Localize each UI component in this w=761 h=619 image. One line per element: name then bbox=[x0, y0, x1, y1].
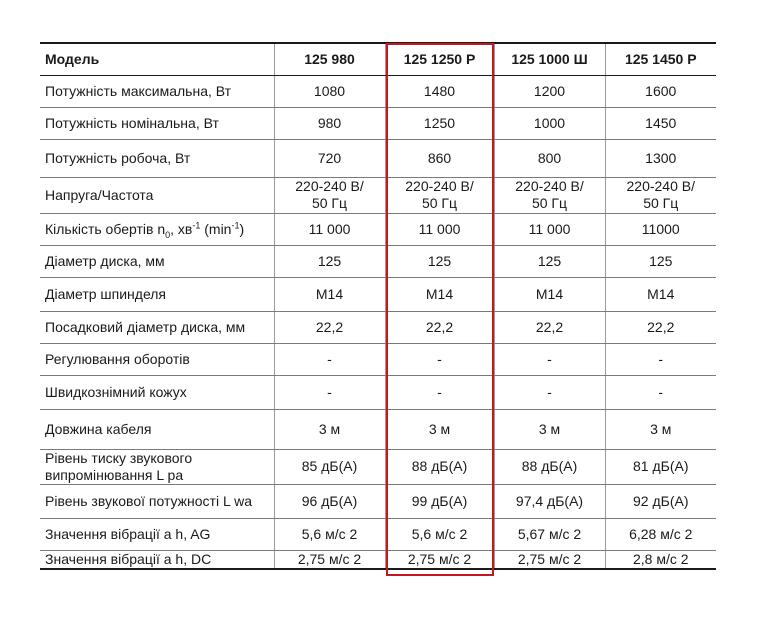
table-row bbox=[40, 311, 716, 343]
value-cell: 1600 bbox=[605, 75, 716, 107]
table-row bbox=[40, 518, 716, 550]
row-label: Напруга/Частота bbox=[40, 177, 274, 213]
row-label: Рівень звукової потужності L wa bbox=[40, 484, 274, 518]
value-cell: 92 дБ(А) bbox=[605, 484, 716, 518]
value-cell: 22,2 bbox=[605, 311, 716, 343]
value-cell: 5,67 м/с 2 bbox=[494, 518, 605, 550]
row-label: Довжина кабеля bbox=[40, 409, 274, 449]
value-cell: 2,75 м/с 2 bbox=[385, 550, 494, 569]
value-cell: 1300 bbox=[605, 139, 716, 177]
row-label: Потужність робоча, Вт bbox=[40, 139, 274, 177]
value-cell: 97,4 дБ(А) bbox=[494, 484, 605, 518]
value-cell: - bbox=[274, 343, 385, 375]
value-cell: 11 000 bbox=[274, 213, 385, 245]
value-cell: 220-240 В/ 50 Гц bbox=[494, 177, 605, 213]
table-row bbox=[40, 375, 716, 409]
table-body bbox=[40, 75, 716, 569]
header-model: Модель bbox=[40, 43, 274, 75]
value-cell: 860 bbox=[385, 139, 494, 177]
row-label: Діаметр диска, мм bbox=[40, 245, 274, 277]
value-cell: 85 дБ(А) bbox=[274, 449, 385, 484]
value-cell: 22,2 bbox=[274, 311, 385, 343]
value-cell: - bbox=[494, 343, 605, 375]
value-cell: 1480 bbox=[385, 75, 494, 107]
table-row bbox=[40, 245, 716, 277]
value-cell: 1250 bbox=[385, 107, 494, 139]
value-cell: M14 bbox=[605, 277, 716, 311]
row-label: Посадковий діаметр диска, мм bbox=[40, 311, 274, 343]
spec-table bbox=[40, 42, 716, 570]
row-label: Швидкознімний кожух bbox=[40, 375, 274, 409]
header-125-1450-p: 125 1450 P bbox=[605, 43, 716, 75]
value-cell: 125 bbox=[494, 245, 605, 277]
header-125-980: 125 980 bbox=[274, 43, 385, 75]
value-cell: 125 bbox=[605, 245, 716, 277]
row-label: Рівень тиску звукового випромінювання L pa bbox=[40, 449, 274, 484]
table-row bbox=[40, 107, 716, 139]
value-cell: 5,6 м/с 2 bbox=[385, 518, 494, 550]
table-row bbox=[40, 550, 716, 569]
value-cell: 3 м bbox=[274, 409, 385, 449]
row-label: Значення вібрації a h, DC bbox=[40, 550, 274, 569]
value-cell: 88 дБ(А) bbox=[385, 449, 494, 484]
value-cell: 5,6 м/с 2 bbox=[274, 518, 385, 550]
value-cell: 3 м bbox=[494, 409, 605, 449]
value-cell: 2,75 м/с 2 bbox=[494, 550, 605, 569]
table-row bbox=[40, 409, 716, 449]
value-cell: 800 bbox=[494, 139, 605, 177]
value-cell: 88 дБ(А) bbox=[494, 449, 605, 484]
value-cell: 22,2 bbox=[385, 311, 494, 343]
value-cell: 125 bbox=[385, 245, 494, 277]
value-cell: 1450 bbox=[605, 107, 716, 139]
table-row bbox=[40, 75, 716, 107]
value-cell: 11000 bbox=[605, 213, 716, 245]
value-cell: - bbox=[605, 343, 716, 375]
header-125-1250-p: 125 1250 P bbox=[385, 43, 494, 75]
value-cell: 99 дБ(А) bbox=[385, 484, 494, 518]
value-cell: - bbox=[605, 375, 716, 409]
value-cell: 220-240 В/ 50 Гц bbox=[605, 177, 716, 213]
value-cell: M14 bbox=[494, 277, 605, 311]
table-row bbox=[40, 213, 716, 245]
value-cell: 22,2 bbox=[494, 311, 605, 343]
value-cell: 2,8 м/с 2 bbox=[605, 550, 716, 569]
row-label: Діаметр шпинделя bbox=[40, 277, 274, 311]
table-row bbox=[40, 484, 716, 518]
value-cell: 3 м bbox=[385, 409, 494, 449]
value-cell: 1000 bbox=[494, 107, 605, 139]
header-row bbox=[40, 43, 716, 75]
value-cell: - bbox=[274, 375, 385, 409]
value-cell: M14 bbox=[274, 277, 385, 311]
table-row bbox=[40, 449, 716, 484]
value-cell: 720 bbox=[274, 139, 385, 177]
value-cell: 3 м bbox=[605, 409, 716, 449]
table-row bbox=[40, 177, 716, 213]
header-125-1000-sh: 125 1000 Ш bbox=[494, 43, 605, 75]
value-cell: 6,28 м/с 2 bbox=[605, 518, 716, 550]
row-label: Регулювання оборотів bbox=[40, 343, 274, 375]
row-label: Потужність номінальна, Вт bbox=[40, 107, 274, 139]
value-cell: 980 bbox=[274, 107, 385, 139]
value-cell: 81 дБ(А) bbox=[605, 449, 716, 484]
value-cell: 1080 bbox=[274, 75, 385, 107]
table-row bbox=[40, 277, 716, 311]
value-cell: 220-240 В/ 50 Гц bbox=[274, 177, 385, 213]
value-cell: - bbox=[494, 375, 605, 409]
value-cell: 11 000 bbox=[385, 213, 494, 245]
row-label: Значення вібрації a h, AG bbox=[40, 518, 274, 550]
value-cell: 2,75 м/с 2 bbox=[274, 550, 385, 569]
row-label: Кількість обертів $n_0$, $хв^{-1}$ $(\min^{-1})$ bbox=[40, 213, 274, 245]
value-cell: 1200 bbox=[494, 75, 605, 107]
value-cell: M14 bbox=[385, 277, 494, 311]
table-row bbox=[40, 139, 716, 177]
value-cell: 96 дБ(А) bbox=[274, 484, 385, 518]
row-label: Потужність максимальна, Вт bbox=[40, 75, 274, 107]
table-row bbox=[40, 343, 716, 375]
value-cell: 220-240 В/ 50 Гц bbox=[385, 177, 494, 213]
value-cell: 125 bbox=[274, 245, 385, 277]
value-cell: - bbox=[385, 343, 494, 375]
value-cell: - bbox=[385, 375, 494, 409]
value-cell: 11 000 bbox=[494, 213, 605, 245]
